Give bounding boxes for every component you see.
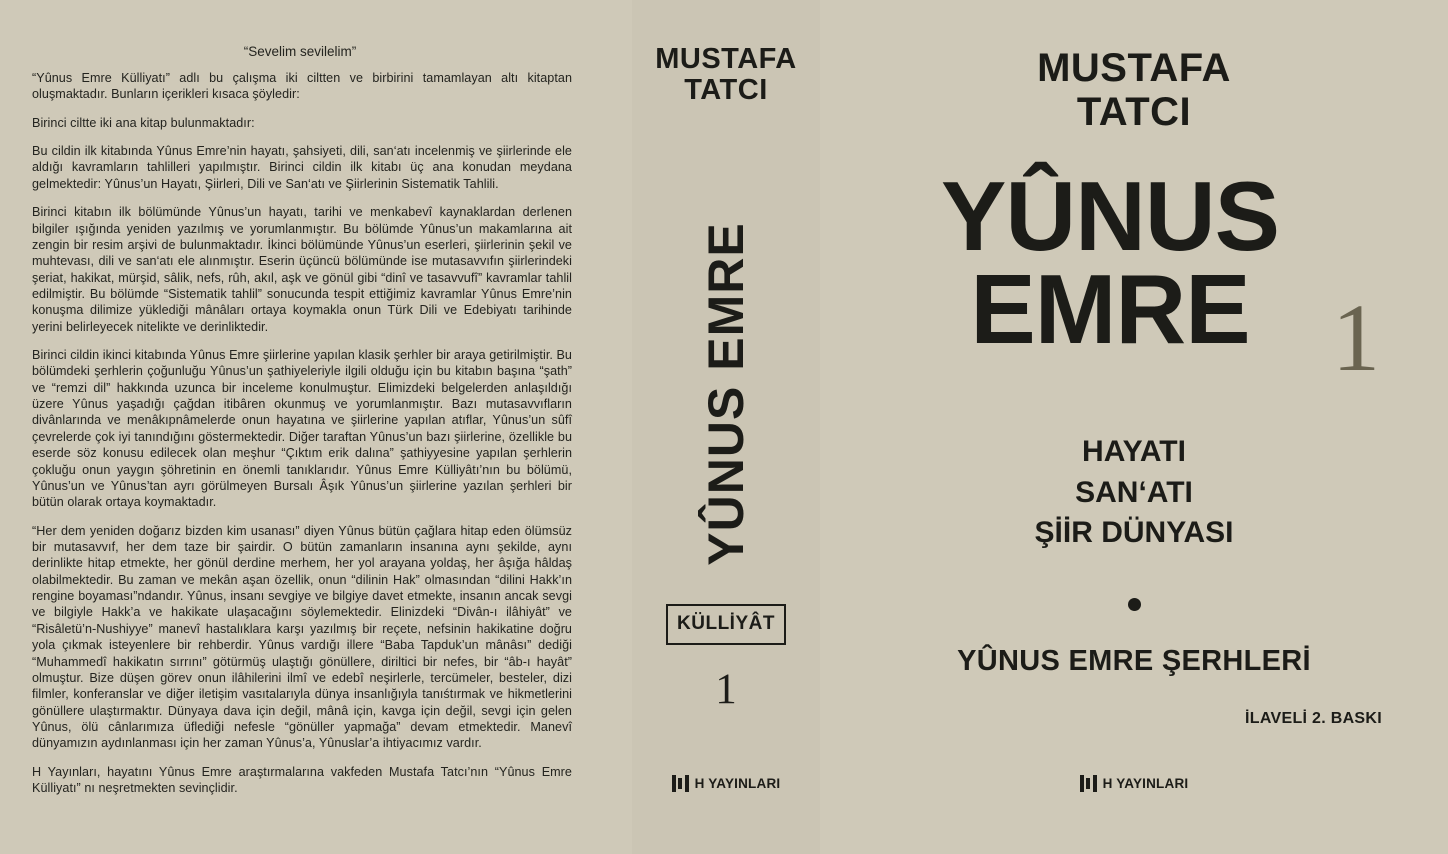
back-paragraph-5: Birinci cildin ikinci kitabında Yûnus Emre şiirlerine yapılan klasik şerhler bir araya getirilmiştir. Bu bölümdeki şerhlerin çoğunluğu Yûnus’un şathiyeleriyle ilgili olduğu için bu kitabın başına “şath” ve “remzi dil” hakkında uzunca bir inceleme konulmuştur. Elimizdeki belgelerden anlaşıldığı üzere Yûnus yaşadığı çağdan itibâren okunmuş ve yorumlanmıştır. Bazı mutasavvıfların divânlarında ve menâkıpnâmelerde onun hayatına ve şiirlerine yapılan atıflar, Yûnus’un sûfî çevrelerde çok iyi tanındığını göstermektedir. Diğer taraftan Yûnus’un bazı şiirlerine, özellikle bu eserde söz konusu edilecek olan meşhur “Çıktım erik dalına” şathiyyesine yapılan şerhlerin çokluğu onun yaygın şöhretinin en önemli tanıklarıdır. Yûnus Emre Külliyâtı’nın bu bölümü, Yûnus’un ve Yûnus’tan ayrı görülmeyen Bursalı Âşık Yûnus’un şiirlerine yazılan şerhleri bir bütün olarak ortaya koymaktadır. xyxy=(32,348,572,510)
front-author xyxy=(820,46,1448,134)
back-paragraph-4: Birinci kitabın ilk bölümünde Yûnus’un hayatı, tarihi ve menkabevî kaynaklardan derlenen bilgiler ışığında yeniden yazılmış ve yorumlanmıştır. Bu bölümde Yûnus’un makamlarına ait zengin bir resim arşivi de bulunmaktadır. İkinci bölümünde Yûnus’un eserleri, şiirlerinin şekil ve muhtevası, dili ve san‘atı ele alınmıştır. Eserin üçüncü bölümünde ise mutasavvıfın şiirlerindeki şeriat, hakikat, mürşid, sâlik, nefs, rûh, akıl, aşk ve gönül gibi “dinî ve tasavvufî” kavramlar tahlil edilmiştir. Bu bölümde “Sistematik tahlil” sonucunda tespit ettiğimiz kavramlar Yûnus Emre’nin konuşma dilimize yüklediği mânâları ortaya koymakla onun Türk Dili ve Edebiyatı tarihinde yerini belirleyecek nitelikte ve derinliktedir. xyxy=(32,205,572,334)
back-paragraph-6: “Her dem yeniden doğarız bizden kim usanası” diyen Yûnus bütün çağlara hitap eden ölümsüz bir mutasavvıf, her dem taze bir şairdir. O bütün zamanların insanına aynı şekilde, aynı derinlikte hitap etmekte, her gönül derdine merhem, her yol arayana yoldaş, her âşığa hâldaş olabilmektedir. Bu zaman ve mekân aşan özellik, onun “dilinin Hak” olmasından “dilini Hakk’ın rengine boyaması”ndandır. Yûnus, insanı sevgiye ve bilgiye davet etmekte, insanın ancak sevgi ve bilgiyle Hakk’a ve hakikate ulaşacağını söylemektedir. Elinizdeki “Divân-ı ilâhiyât” ve “Risâletü’n-Nushiyye” manevî hastalıklara karşı yazılmış bir reçete, nefsinin hakikatine doğru yola çıkmak isteyenlere bir rehberdir. Yûnus vardığı illere “Baba Tapduk’un mânâsı” dediği “Muhammedî hakikatın sırrını” götürmüş ulaştığı gönüllere, diriltici bir nefes, bir “âb-ı hayât” olmuştur. Bize düşen görev onun ilâhilerini ilmî ve edebî neşirlerle, tercümeler, besteler, dizi filmler, konferanslar ve diğer iletişim vasıtalarıyla dünya insanlığıyla tanıśtırmak ve hikmetlerini gönüllere ulaştırmaktır. Dünyaya dava için değil, mânâ için, kavga için değil, sevgi için gelen Yûnus, ölü cânlarımıza üflediği nefesle “gönüller yapmağa” devam etmektedir. Manevî dünyamızın aydınlanması için her zaman Yûnus’a, Yûnuslar’a ihtiyacımız vardır. xyxy=(32,523,572,751)
spine-author-line1: MUSTAFA xyxy=(655,43,797,75)
back-cover-panel xyxy=(0,0,632,854)
spine-series-badge: KÜLLİYÂT xyxy=(666,604,786,645)
front-publisher-name: H YAYINLARI xyxy=(1102,776,1189,791)
spine-title-area xyxy=(632,175,820,575)
front-subtitle-line1: HAYATI xyxy=(1082,435,1186,468)
front-title xyxy=(820,161,1400,365)
front-title-line2: EMRE xyxy=(970,254,1250,365)
spine-author xyxy=(632,44,820,107)
front-volume-number: 1 xyxy=(1332,284,1380,391)
back-cover-text xyxy=(32,70,572,808)
back-paragraph-3: Bu cildin ilk kitabında Yûnus Emre’nin hayatı, şahsiyeti, dili, san‘atı incelenmiş ve şiirlerinde ele aldığı kavramların tahlilleri yapılmıştır. Birinci cildin ilk kitabı üç ana konudan meydana gelmektedir: Yûnus’un Hayatı, Şiirleri, Dili ve San‘atı ve Şiirlerinin Sistematik Tahlili. xyxy=(32,144,572,191)
spine-publisher xyxy=(632,775,820,797)
front-section-title: YÛNUS EMRE ŞERHLERİ xyxy=(957,645,1311,677)
front-subtitle-line3: ŞİİR DÜNYASI xyxy=(1034,516,1234,549)
front-author-line2: TATCI xyxy=(1076,90,1192,134)
publisher-logo-spine xyxy=(672,775,781,792)
front-author-line1: MUSTAFA xyxy=(1037,46,1231,90)
front-subtitle-line2: SAN‘ATI xyxy=(1075,475,1193,509)
front-title-line1: YÛNUS xyxy=(940,161,1280,271)
spine-panel xyxy=(632,0,820,854)
h-yayinlari-logo-icon xyxy=(672,775,689,792)
back-paragraph-7: H Yayınları, hayatını Yûnus Emre araştırmalarına vakfeden Mustafa Tatcı’nın “Yûnus Emre Külliyatı” nı neşretmekten sevinçlidir. xyxy=(32,764,572,796)
spine-publisher-name: H YAYINLARI xyxy=(694,776,781,791)
back-paragraph-1: “Yûnus Emre Külliyatı” adlı bu çalışma iki ciltten ve birbirini tamamlayan altı kitaptan oluşmaktadır. Bunların içerikleri kısaca şöyledir: xyxy=(32,71,572,102)
back-cover-quote: “Sevelim sevilelim” xyxy=(243,44,357,59)
spine-volume-number: 1 xyxy=(715,666,737,713)
publisher-logo-front xyxy=(1080,775,1189,792)
front-cover-panel xyxy=(820,0,1448,854)
h-yayinlari-logo-icon xyxy=(1080,775,1097,792)
back-paragraph-2: Birinci ciltte iki ana kitap bulunmaktadır: xyxy=(32,115,255,130)
front-subtitle xyxy=(820,432,1448,554)
front-edition-note: İLAVELİ 2. BASKI xyxy=(1245,710,1382,727)
spine-author-line2: TATCI xyxy=(684,74,768,107)
spine-title: YÛNUS EMRE xyxy=(698,222,754,566)
front-publisher xyxy=(820,775,1448,797)
dot-separator-icon xyxy=(1128,598,1141,611)
